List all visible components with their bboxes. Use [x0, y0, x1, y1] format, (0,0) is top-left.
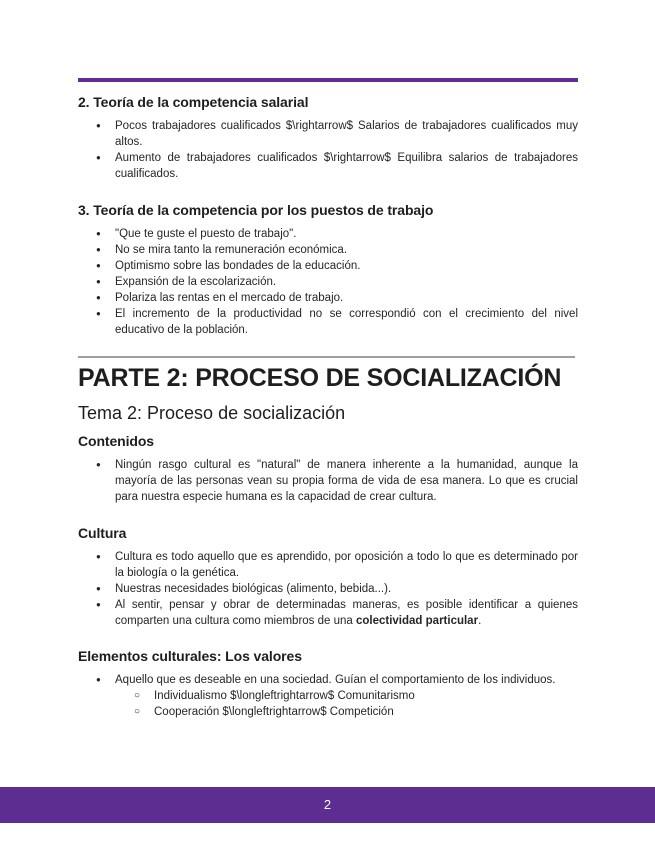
top-accent-rule: [78, 78, 578, 82]
list-item: ● Cultura es todo aquello que es aprendido, por oposición a todo lo que es determinado por la biología o la genética.: [78, 549, 578, 581]
list-item: ● No se mira tanto la remuneración económica.: [78, 242, 578, 258]
contenidos-list: [78, 457, 578, 505]
list-item: ● Nuestras necesidades biológicas (alimento, bebida...).: [78, 581, 578, 597]
page-content: [78, 78, 578, 720]
list-item: ● Aumento de trabajadores cualificados $\rightarrow$ Equilibra salarios de trabajadores cualificados.: [78, 150, 578, 182]
cultura-item-text: Al sentir, pensar y obrar de determinadas maneras, es posible identificar a quienes comparten una cultura como miembros de una: [115, 599, 578, 627]
contenidos-heading: Contenidos: [78, 433, 154, 449]
list-item: ● Pocos trabajadores cualificados $\rightarrow$ Salarios de trabajadores cualificados muy altos.: [78, 118, 578, 150]
list-item: ● "Que te guste el puesto de trabajo".: [78, 226, 578, 242]
list-item: ● Polariza las rentas en el mercado de trabajo.: [78, 290, 578, 306]
valores-list: [78, 672, 578, 720]
section-heading-competencia-salarial: 2. Teoría de la competencia salarial: [78, 94, 309, 110]
list-item: ● Ningún rasgo cultural es "natural" de manera inherente a la humanidad, aunque la mayoría de las personas vean su propia forma de vida de esa manera. Lo que es crucial para nuestra especie humana es la capacidad de crear cultura.: [78, 457, 578, 505]
cultura-item-end: .: [478, 615, 482, 627]
cultura-heading: Cultura: [78, 525, 127, 541]
competencia-puestos-list: [78, 226, 578, 338]
sub-list-item: ○ Cooperación $\longleftrightarrow$ Competición: [78, 704, 578, 720]
tema-title: Tema 2: Proceso de socialización: [78, 403, 346, 423]
valores-heading: Elementos culturales: Los valores: [78, 648, 302, 664]
colectividad-particular-bold: colectividad particular: [355, 615, 479, 627]
cultura-list: [78, 549, 578, 629]
sub-list-item: ○ Individualismo $\longleftrightarrow$ Comunitarismo: [78, 688, 578, 704]
page-footer: [0, 787, 655, 823]
list-item: ● Expansión de la escolarización.: [78, 274, 578, 290]
competencia-salarial-list: [78, 118, 578, 182]
section-heading-competencia-puestos: 3. Teoría de la competencia por los puestos de trabajo: [78, 202, 434, 218]
part-title: PARTE 2: PROCESO DE SOCIALIZACIÓN: [78, 364, 562, 392]
list-item: ● Optimismo sobre las bondades de la educación.: [78, 258, 578, 274]
list-item: ● Aquello que es deseable en una sociedad. Guían el comportamiento de los individuos.: [78, 672, 578, 688]
list-item: ● El incremento de la productividad no se correspondió con el crecimiento del nivel educativo de la población.: [78, 306, 578, 338]
list-item: [78, 597, 578, 629]
section-divider: [78, 356, 575, 358]
page-number: 2: [323, 797, 332, 812]
